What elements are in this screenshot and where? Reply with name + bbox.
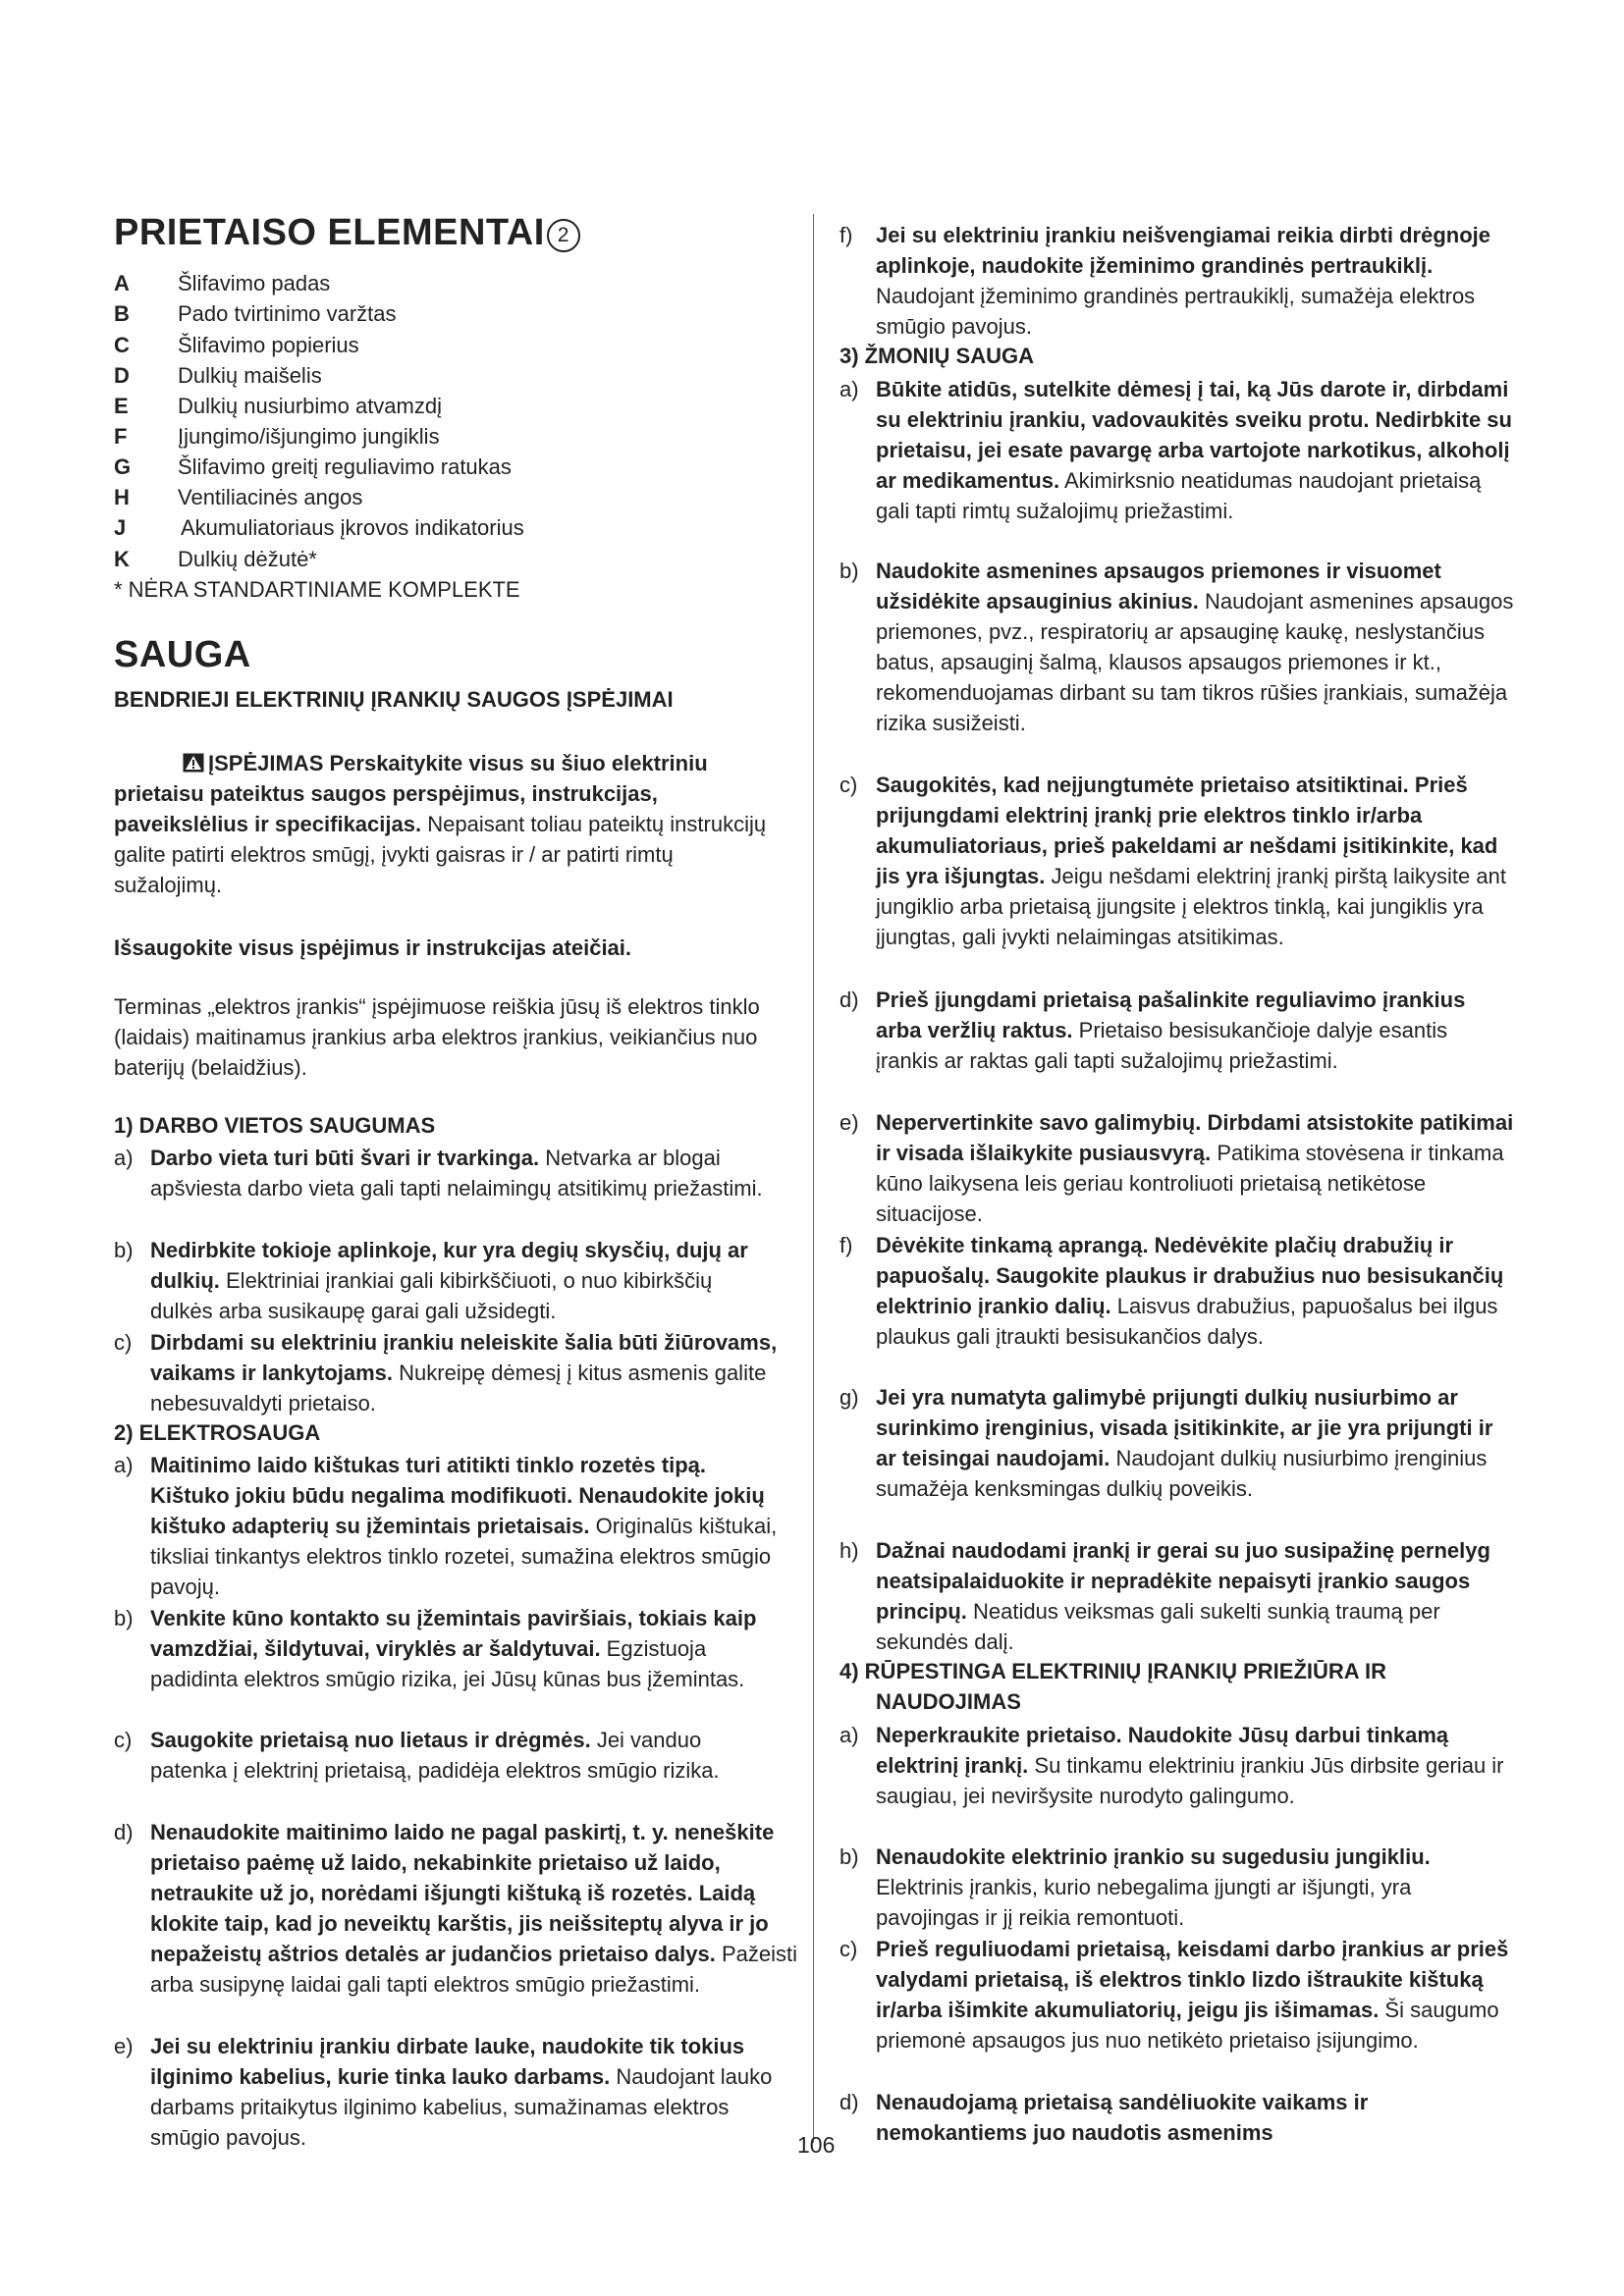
section-heading-1: 1) DARBO VIETOS SAUGUMAS (114, 1113, 436, 1138)
section-heading-4-cont: NAUDOJIMAS (876, 1689, 1021, 1714)
section-heading-4: 4) RŪPESTINGA ELEKTRINIŲ ĮRANKIŲ PRIEŽIŪRA IR (839, 1659, 1386, 1683)
save-instructions: Išsaugokite visus įspėjimus ir instrukcijas ateičiai. (114, 935, 632, 960)
warning-icon (183, 753, 204, 773)
column-divider (813, 214, 814, 2143)
section-heading-2: 2) ELEKTROSAUGA (114, 1420, 321, 1445)
page-number: 106 (797, 2132, 836, 2158)
warning-paragraph: ĮSPĖJIMAS Perskaitykite visus su šiuo elektriniu prietaisu pateiktus saugos perspėjimus, instrukcijas, paveikslėlius ir specifikacijas. Nepaisant toliau pateiktų instrukcijų galite patirti elektros smūgį, įvykti gaisras ir / ar patirti rimtų sužalojimų. (114, 751, 767, 897)
section-title-safety: SAUGA (114, 634, 251, 675)
figure-ref-badge: 2 (547, 219, 580, 252)
section-heading-3: 3) ŽMONIŲ SAUGA (839, 344, 1034, 368)
footnote: * NĖRA STANDARTINIAME KOMPLEKTE (114, 577, 520, 602)
section-title-elements: PRIETAISO ELEMENTAI 2 (114, 212, 580, 254)
term-definition: Terminas „elektros įrankis“ įspėjimuose reiškia jūsų iš elektros tinklo (laidais) maitinamus įrankius arba elektros įrankius, veikiančius nuo baterijų (belaidžius). (114, 994, 760, 1080)
safety-subtitle: BENDRIEJI ELEKTRINIŲ ĮRANKIŲ SAUGOS ĮSPĖJIMAI (114, 687, 674, 712)
